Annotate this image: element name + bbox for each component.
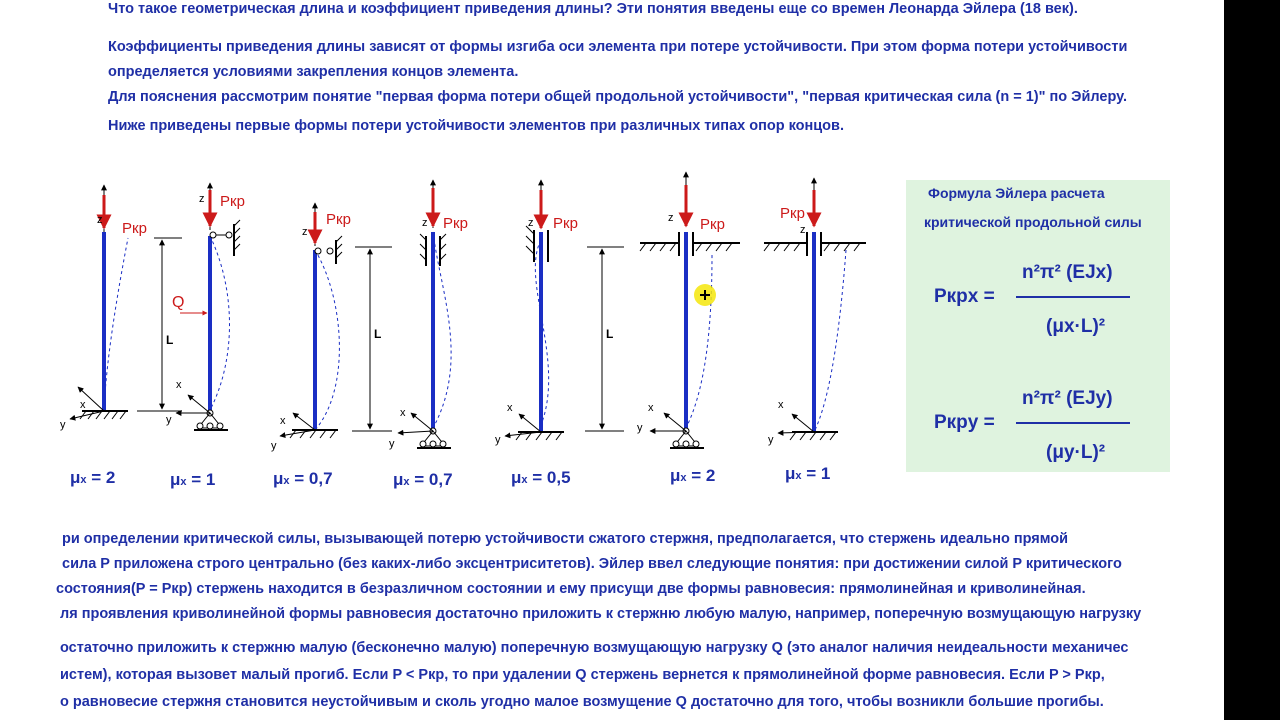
- formula-y-lhs: Pкрy =: [934, 412, 995, 433]
- panel-title-line-2: критической продольной силы: [924, 214, 1142, 230]
- lateral-load-q: Q: [172, 294, 185, 311]
- force-label-6: Pкр: [700, 216, 725, 233]
- formula-x-lhs: Pкрx =: [934, 286, 995, 307]
- mu-label-2: μx = 1: [170, 470, 216, 489]
- force-label-4: Pкр: [443, 215, 468, 232]
- body-line-3: состояния(P = Pкр) стержень находится в безразличном состоянии и ему присущи две формы равновесия: прямолинейная и криволинейная.: [56, 581, 1086, 597]
- axis-z-6: z: [668, 212, 674, 224]
- axis-y-4: y: [389, 438, 395, 450]
- body-line-2: сила P приложена строго центрально (без каких-либо эксцентриситетов). Эйлер ввел следующие понятия: при достижении силой P критического: [62, 556, 1122, 572]
- axis-z-2: z: [199, 193, 205, 205]
- column-3: [280, 203, 392, 438]
- mu-label-4: μx = 0,7: [393, 470, 453, 489]
- axis-z-5: z: [528, 217, 534, 229]
- formula-y-numerator: n²π² (EJy): [1022, 388, 1113, 409]
- force-label-5: Pкр: [553, 215, 578, 232]
- axis-y-5: y: [495, 434, 501, 446]
- intro-line-3: определяется условиями закрепления концов элемента.: [108, 64, 519, 80]
- axis-z-4: z: [422, 217, 428, 229]
- axis-x-3: x: [280, 415, 286, 427]
- axis-z-1: z: [97, 214, 103, 226]
- force-label-1: Pкр: [122, 220, 147, 237]
- mu-label-1: μx = 2: [70, 468, 116, 487]
- force-label-7: Pкр: [780, 205, 805, 222]
- column-2: [176, 183, 240, 430]
- formula-x-denominator: (μx·L)²: [1046, 316, 1106, 337]
- mu-label-7: μx = 1: [785, 464, 831, 483]
- formula-y-fraction-bar: [1016, 422, 1130, 424]
- axis-y-2: y: [166, 414, 172, 426]
- axis-x-2: x: [176, 379, 182, 391]
- axis-z-3: z: [302, 226, 308, 238]
- axis-x-4: x: [400, 407, 406, 419]
- force-label-2: Pкр: [220, 193, 245, 210]
- right-black-edge: [1224, 0, 1280, 720]
- mu-label-3: μx = 0,7: [273, 469, 333, 488]
- mu-label-6: μx = 2: [670, 466, 716, 485]
- axis-y-1: y: [60, 419, 66, 431]
- body-line-1: ри определении критической силы, вызывающей потерю устойчивости сжатого стержня, предполагается, что стержень идеально прямой: [62, 531, 1069, 547]
- length-label-3: L: [606, 327, 614, 341]
- length-label-1: L: [166, 333, 174, 347]
- column-6: [640, 172, 740, 448]
- axis-y-3: y: [271, 440, 277, 452]
- body-line-7: о равновесие стержня становится неустойчивым и сколь угодно малое возмущение Q достаточно для того, чтобы возникли большие прогибы.: [60, 694, 1104, 710]
- mu-label-5: μx = 0,5: [511, 468, 571, 487]
- panel-title-line-1: Формула Эйлера расчета: [928, 185, 1105, 201]
- axis-x-5: x: [507, 402, 513, 414]
- intro-line-4: Для пояснения рассмотрим понятие "первая форма потери общей продольной устойчивости", "первая критическая сила (n = 1)" по Эйлеру.: [108, 89, 1127, 105]
- axis-x-6: x: [648, 402, 654, 414]
- body-line-4: ля проявления криволинейной формы равновесия достаточно приложить к стержню любую малую, например, поперечную возмущающую нагрузку: [60, 606, 1142, 622]
- axis-x-7: x: [778, 399, 784, 411]
- formula-x-fraction-bar: [1016, 296, 1130, 298]
- intro-line-1: Что такое геометрическая длина и коэффициент приведения длины? Эти понятия введены еще со времен Леонарда Эйлера (18 век).: [108, 1, 1078, 17]
- euler-formula-panel: [906, 180, 1170, 472]
- force-label-3: Pкр: [326, 211, 351, 228]
- axis-y-6: y: [637, 422, 643, 434]
- intro-line-5: Ниже приведены первые формы потери устойчивости элементов при различных типах опор концов.: [108, 118, 844, 134]
- intro-line-2: Коэффициенты приведения длины зависят от формы изгиба оси элемента при потере устойчивости. При этом форма потери устойчивости: [108, 39, 1128, 55]
- formula-y-denominator: (μy·L)²: [1046, 442, 1106, 463]
- axis-y-7: y: [768, 434, 774, 446]
- formula-x-numerator: n²π² (EJx): [1022, 262, 1113, 283]
- buckling-diagram: [0, 160, 900, 460]
- body-line-5: остаточно приложить к стержню малую (бесконечно малую) поперечную возмущающую нагрузку Q (это аналог наличия неидеальности механичес: [60, 640, 1129, 656]
- axis-z-7: z: [800, 224, 806, 236]
- body-line-6: истем), которая вызовет малый прогиб. Если P < Pкр, то при удалении Q стержень вернется к прямолинейной форме равновесия. Если P > Pкр,: [60, 667, 1105, 683]
- axis-x-1: x: [80, 399, 86, 411]
- length-label-2: L: [374, 327, 382, 341]
